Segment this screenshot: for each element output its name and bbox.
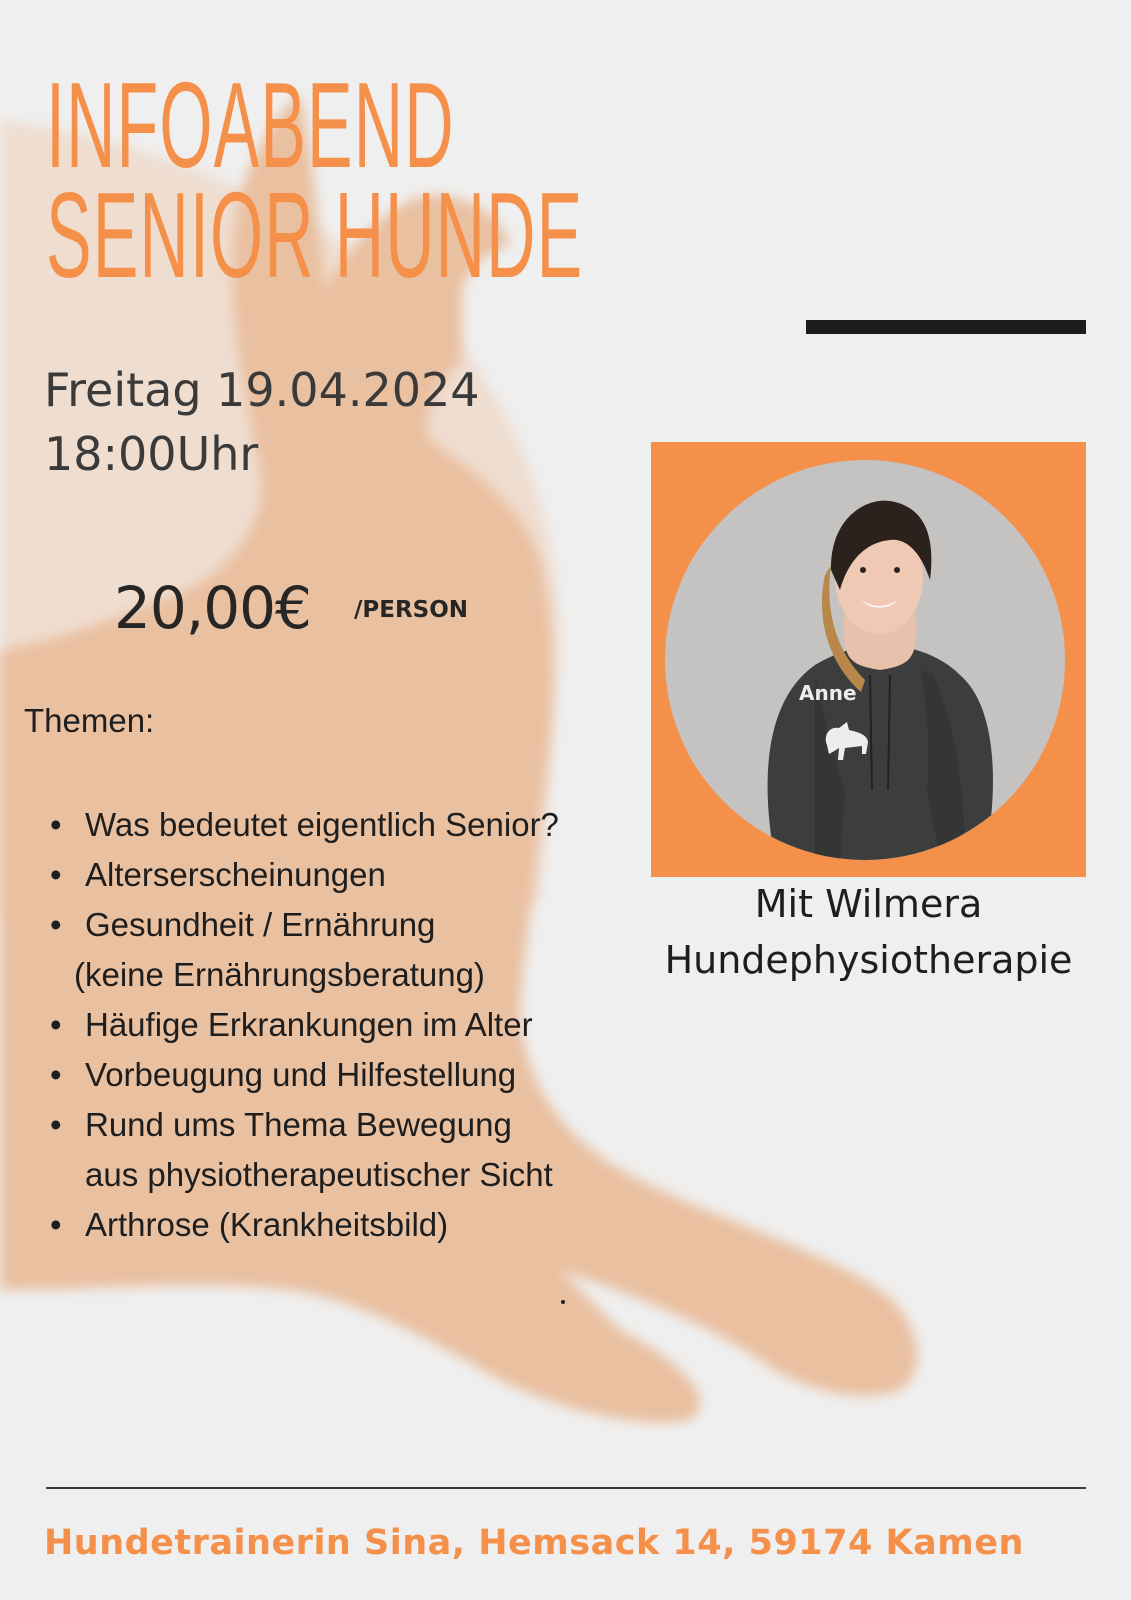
bullet-icon: • — [50, 1006, 62, 1043]
stray-dot — [561, 1300, 565, 1304]
shirt-text: Anne — [799, 681, 857, 705]
title-line-1: INFOABEND — [46, 57, 455, 193]
portrait-illustration — [665, 460, 1065, 860]
price-unit: /PERSON — [354, 597, 469, 623]
accent-bar — [806, 320, 1086, 334]
bullet-icon: • — [50, 856, 62, 893]
caption-line-1: Mit Wilmera — [754, 882, 983, 926]
title-line-2: SENIOR HUNDE — [46, 167, 584, 303]
event-datetime — [44, 358, 480, 486]
footer-address: Hundetrainerin Sina, Hemsack 14, 59174 Kamen — [44, 1523, 1024, 1563]
price-amount: 20,00€ — [114, 574, 311, 642]
topic-item: • Alterserscheinungen — [50, 850, 559, 900]
topic-list — [50, 800, 559, 1250]
topic-item-continuation: aus physiotherapeutischer Sicht — [85, 1156, 553, 1193]
bullet-icon: • — [50, 1206, 62, 1243]
topic-item: • Häufige Erkrankungen im Alter — [50, 1000, 559, 1050]
event-date: Freitag 19.04.2024 — [44, 363, 480, 417]
trainer-caption — [651, 876, 1086, 988]
event-time: 18:00Uhr — [44, 427, 259, 481]
footer-divider — [46, 1487, 1086, 1489]
topic-item: • Rund ums Thema Bewegung — [50, 1100, 559, 1150]
topic-item-continuation: (keine Ernährungsberatung) — [74, 956, 485, 993]
photo-frame — [651, 442, 1086, 877]
topics-label: Themen: — [24, 702, 155, 739]
bullet-icon: • — [50, 1106, 62, 1143]
topic-item: • Vorbeugung und Hilfestellung — [50, 1050, 559, 1100]
bullet-icon: • — [50, 806, 62, 843]
trainer-photo — [665, 460, 1065, 860]
bullet-icon: • — [50, 906, 62, 943]
topic-item: • Arthrose (Krankheitsbild) — [50, 1200, 559, 1250]
topic-item: • Gesundheit / Ernährung — [50, 900, 559, 950]
topic-item: • Was bedeutet eigentlich Senior? — [50, 800, 559, 850]
bullet-icon: • — [50, 1056, 62, 1093]
event-title — [46, 57, 584, 303]
caption-line-2: Hundephysiotherapie — [664, 938, 1073, 982]
